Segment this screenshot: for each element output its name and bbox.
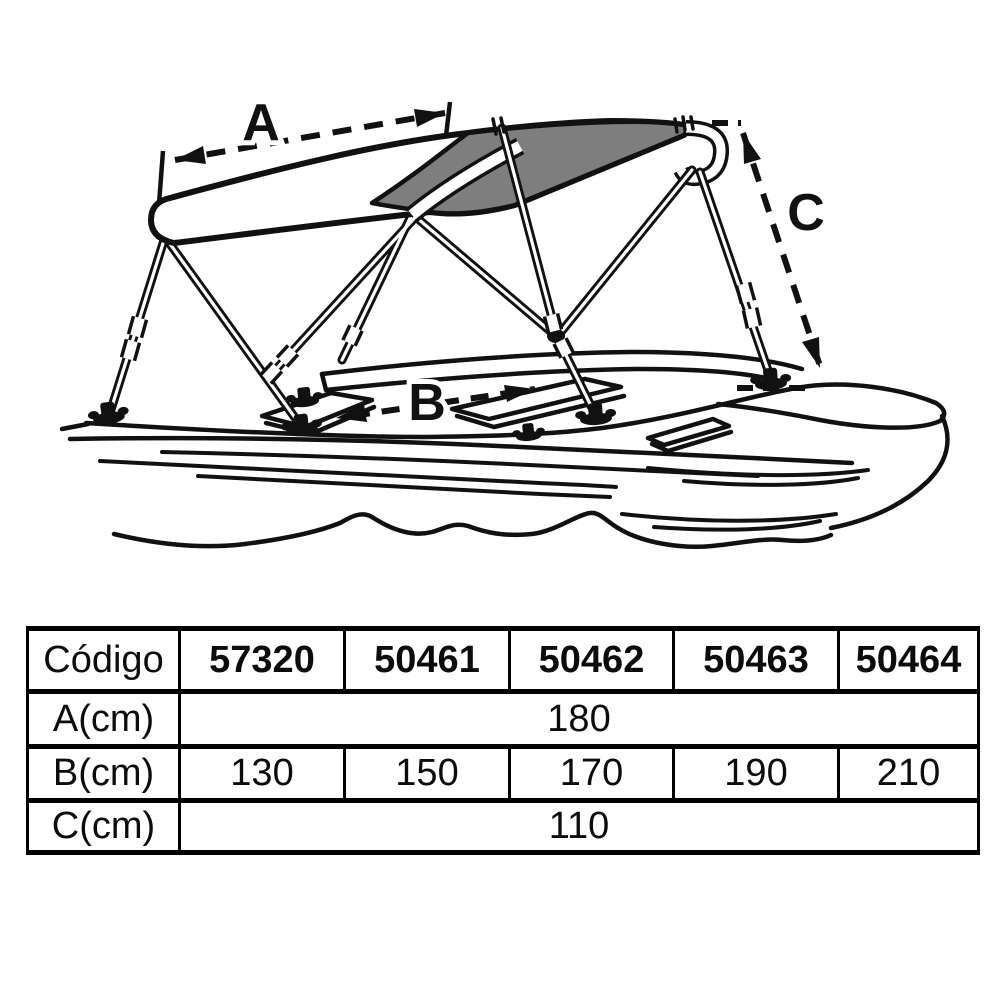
dimension-a-label: A bbox=[242, 94, 280, 152]
spec-table bbox=[26, 626, 980, 855]
header-code-3: 50462 bbox=[510, 629, 674, 692]
sheer-line bbox=[70, 438, 852, 463]
arrowhead-c-bottom bbox=[802, 337, 820, 368]
dimension-b-label: B bbox=[408, 374, 446, 432]
side-deck-break bbox=[322, 374, 326, 390]
row-c-label: C(cm) bbox=[28, 801, 180, 853]
row-c-value: 110 bbox=[180, 801, 979, 853]
table-row-c bbox=[28, 801, 979, 853]
header-code-1: 57320 bbox=[180, 629, 345, 692]
row-a-label: A(cm) bbox=[28, 692, 180, 747]
header-codigo: Código bbox=[28, 629, 180, 692]
header-code-2: 50461 bbox=[345, 629, 510, 692]
table-row-b bbox=[28, 747, 979, 801]
row-b-value-2: 150 bbox=[345, 747, 510, 801]
row-a-value: 180 bbox=[180, 692, 979, 747]
header-code-5: 50464 bbox=[839, 629, 979, 692]
stern-edge bbox=[62, 424, 88, 429]
row-b-label: B(cm) bbox=[28, 747, 180, 801]
spec-table-section bbox=[26, 626, 977, 850]
hull-line-3 bbox=[198, 476, 610, 497]
dimension-a-tick-left bbox=[159, 151, 163, 204]
row-b-value-4: 190 bbox=[674, 747, 839, 801]
arrowhead-c-top bbox=[743, 133, 761, 164]
boat-hull bbox=[62, 352, 947, 547]
seat-right bbox=[648, 419, 729, 445]
dimension-a-tick-right bbox=[446, 102, 450, 136]
row-b-value-5: 210 bbox=[839, 747, 979, 801]
table-row-a bbox=[28, 692, 979, 747]
table-header-row bbox=[28, 629, 979, 692]
dimension-c-label: C bbox=[787, 184, 825, 242]
row-b-value-1: 130 bbox=[180, 747, 345, 801]
deck-mount-foot bbox=[511, 422, 545, 443]
hull-swoosh-2a bbox=[622, 514, 836, 521]
frame-adjuster-sleeves-front bbox=[551, 284, 754, 355]
hull-swoosh-1b bbox=[684, 478, 858, 485]
header-code-4: 50463 bbox=[674, 629, 839, 692]
row-b-value-3: 170 bbox=[510, 747, 674, 801]
